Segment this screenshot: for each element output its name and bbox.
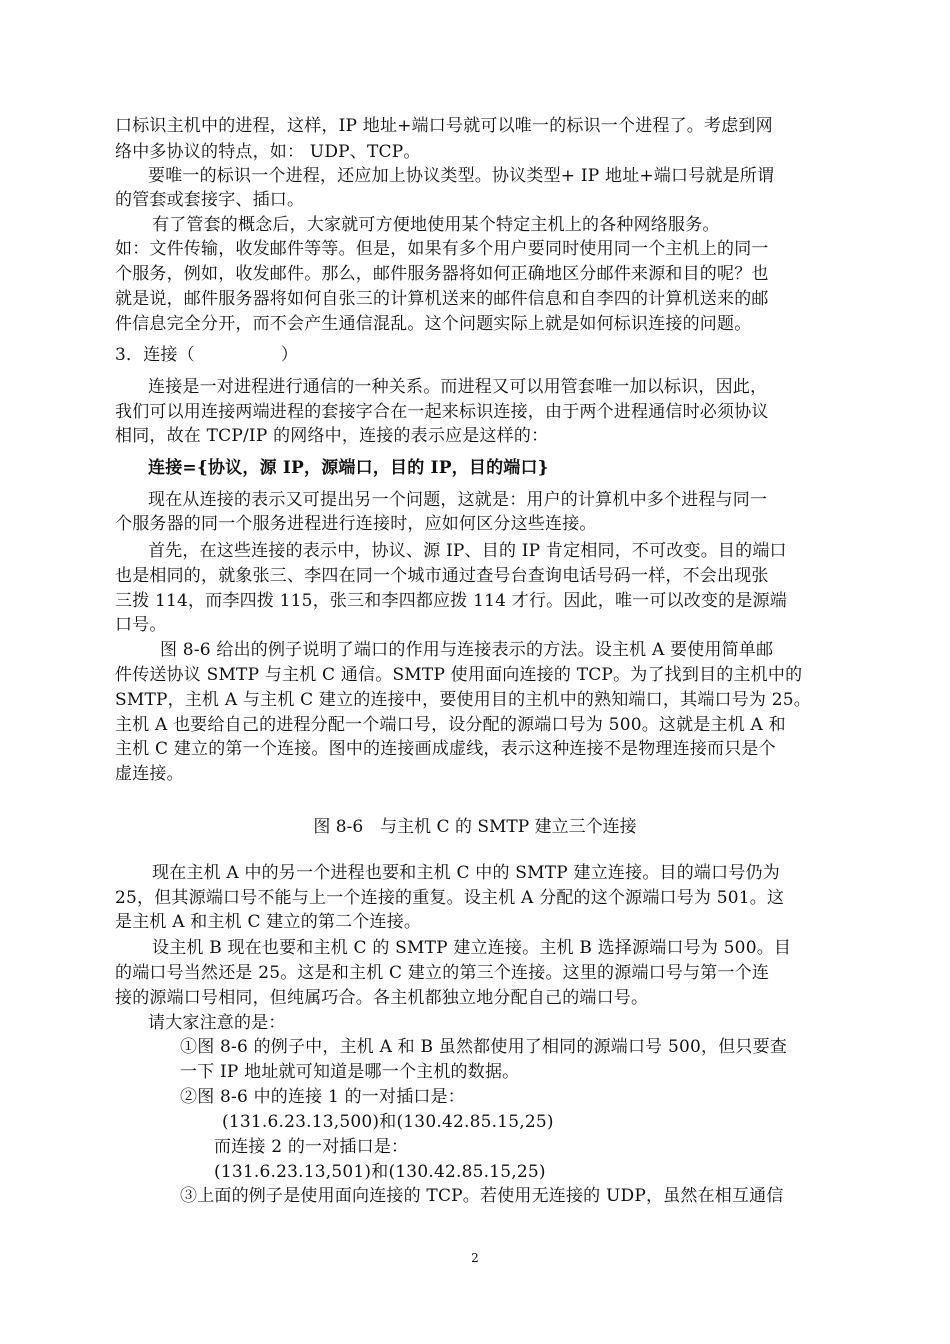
text-line: 我们可以用连接两端进程的套接字合在一起来标识连接，由于两个进程通信时必须协议: [115, 402, 769, 422]
socket-pair-line: (131.6.23.13,500)和(130.42.85.15,25): [222, 1112, 554, 1132]
list-item: ①图 8-6 的例子中，主机 A 和 B 虽然都使用了相同的源端口号 500，但只要查: [180, 1037, 788, 1057]
text-line: 个服务器的同一个服务进程进行连接时，应如何区分这些连接。: [115, 514, 597, 534]
text-line: 件信息完全分开，而不会产生通信混乱。这个问题实际上就是如何标识连接的问题。: [115, 314, 752, 334]
text-line: 虚连接。: [115, 764, 184, 784]
socket-pair-line: (131.6.23.13,501)和(130.42.85.15,25): [214, 1162, 546, 1182]
figure-caption: 图 8-6 与主机 C 的 SMTP 建立三个连接: [313, 817, 637, 837]
text-line: 主机 C 建立的第一个连接。图中的连接画成虚线，表示这种连接不是物理连接而只是个: [115, 739, 776, 759]
text-line: SMTP，主机 A 与主机 C 建立的连接中，要使用目的主机中的熟知端口，其端口号为 25。: [115, 690, 811, 710]
text-line: 设主机 B 现在也要和主机 C 的 SMTP 建立连接。主机 B 选择源端口号为 500。目: [152, 938, 792, 958]
text-line: 首先，在这些连接的表示中，协议、源 IP、目的 IP 肯定相同，不可改变。目的端口: [148, 541, 787, 561]
text-line: 件传送协议 SMTP 与主机 C 通信。SMTP 使用面向连接的 TCP。为了找到目的主机中的: [115, 665, 803, 685]
text-line: 是主机 A 和主机 C 建立的第二个连接。: [115, 912, 422, 932]
formula-line: 连接={协议，源 IP，源端口，目的 IP，目的端口}: [148, 458, 549, 478]
text-line: 有了管套的概念后，大家就可方便地使用某个特定主机上的各种网络服务。: [152, 215, 720, 235]
section-heading: 3．连接（ ）: [115, 345, 299, 365]
page-number: 2: [471, 1251, 479, 1265]
text-line: 如：文件传输，收发邮件等等。但是，如果有多个用户要同时使用同一个主机上的同一: [115, 239, 769, 259]
text-line: 的端口号当然还是 25。这是和主机 C 建立的第三个连接。这里的源端口号与第一个连: [115, 963, 770, 983]
text-line: 口标识主机中的进程，这样，IP 地址+端口号就可以唯一的标识一个进程了。考虑到网: [115, 116, 773, 136]
text-line: 现在主机 A 中的另一个进程也要和主机 C 中的 SMTP 建立连接。目的端口号仍为: [152, 863, 780, 883]
list-item-continuation: 一下 IP 地址就可知道是哪一个主机的数据。: [180, 1062, 520, 1082]
text-line: 连接是一对进程进行通信的一种关系。而进程又可以用管套唯一加以标识，因此，: [148, 377, 768, 397]
text-line: 个服务，例如，收发邮件。那么，邮件服务器将如何正确地区分邮件来源和目的呢？也: [115, 264, 769, 284]
text-line: 络中多协议的特点，如： UDP、TCP。: [115, 142, 421, 162]
text-line: 就是说，邮件服务器将如何自张三的计算机送来的邮件信息和自李四的计算机送来的邮: [115, 289, 769, 309]
text-line: 三拨 114，而李四拨 115，张三和李四都应拨 114 才行。因此，唯一可以改变的是源端: [115, 591, 787, 611]
text-line: 接的源端口号相同，但纯属巧合。各主机都独立地分配自己的端口号。: [115, 988, 649, 1008]
list-item: ②图 8-6 中的连接 1 的一对插口是：: [180, 1087, 466, 1107]
text-line: 要唯一的标识一个进程，还应加上协议类型。协议类型+ IP 地址+端口号就是所谓: [148, 166, 775, 186]
text-line: 相同，故在 TCP/IP 的网络中，连接的表示应是这样的：: [115, 426, 549, 446]
text-line: 主机 A 也要给自己的进程分配一个端口号，设分配的源端口号为 500。这就是主机 A 和: [115, 715, 786, 735]
text-line: 请大家注意的是：: [148, 1013, 286, 1033]
text-line: 口号。: [115, 615, 167, 635]
text-line: 也是相同的，就象张三、李四在同一个城市通过查号台查询电话号码一样，不会出现张: [115, 566, 769, 586]
list-item: ③上面的例子是使用面向连接的 TCP。若使用无连接的 UDP，虽然在相互通信: [180, 1186, 784, 1206]
text-line: 图 8-6 给出的例子说明了端口的作用与连接表示的方法。设主机 A 要使用简单邮: [160, 640, 774, 660]
text-line: 的管套或套接字、插口。: [115, 190, 305, 210]
text-line: 25，但其源端口号不能与上一个连接的重复。设主机 A 分配的这个源端口号为 501。这: [115, 888, 785, 908]
text-line: 而连接 2 的一对插口是：: [214, 1137, 409, 1157]
text-line: 现在从连接的表示又可提出另一个问题，这就是：用户的计算机中多个进程与同一: [148, 490, 768, 510]
